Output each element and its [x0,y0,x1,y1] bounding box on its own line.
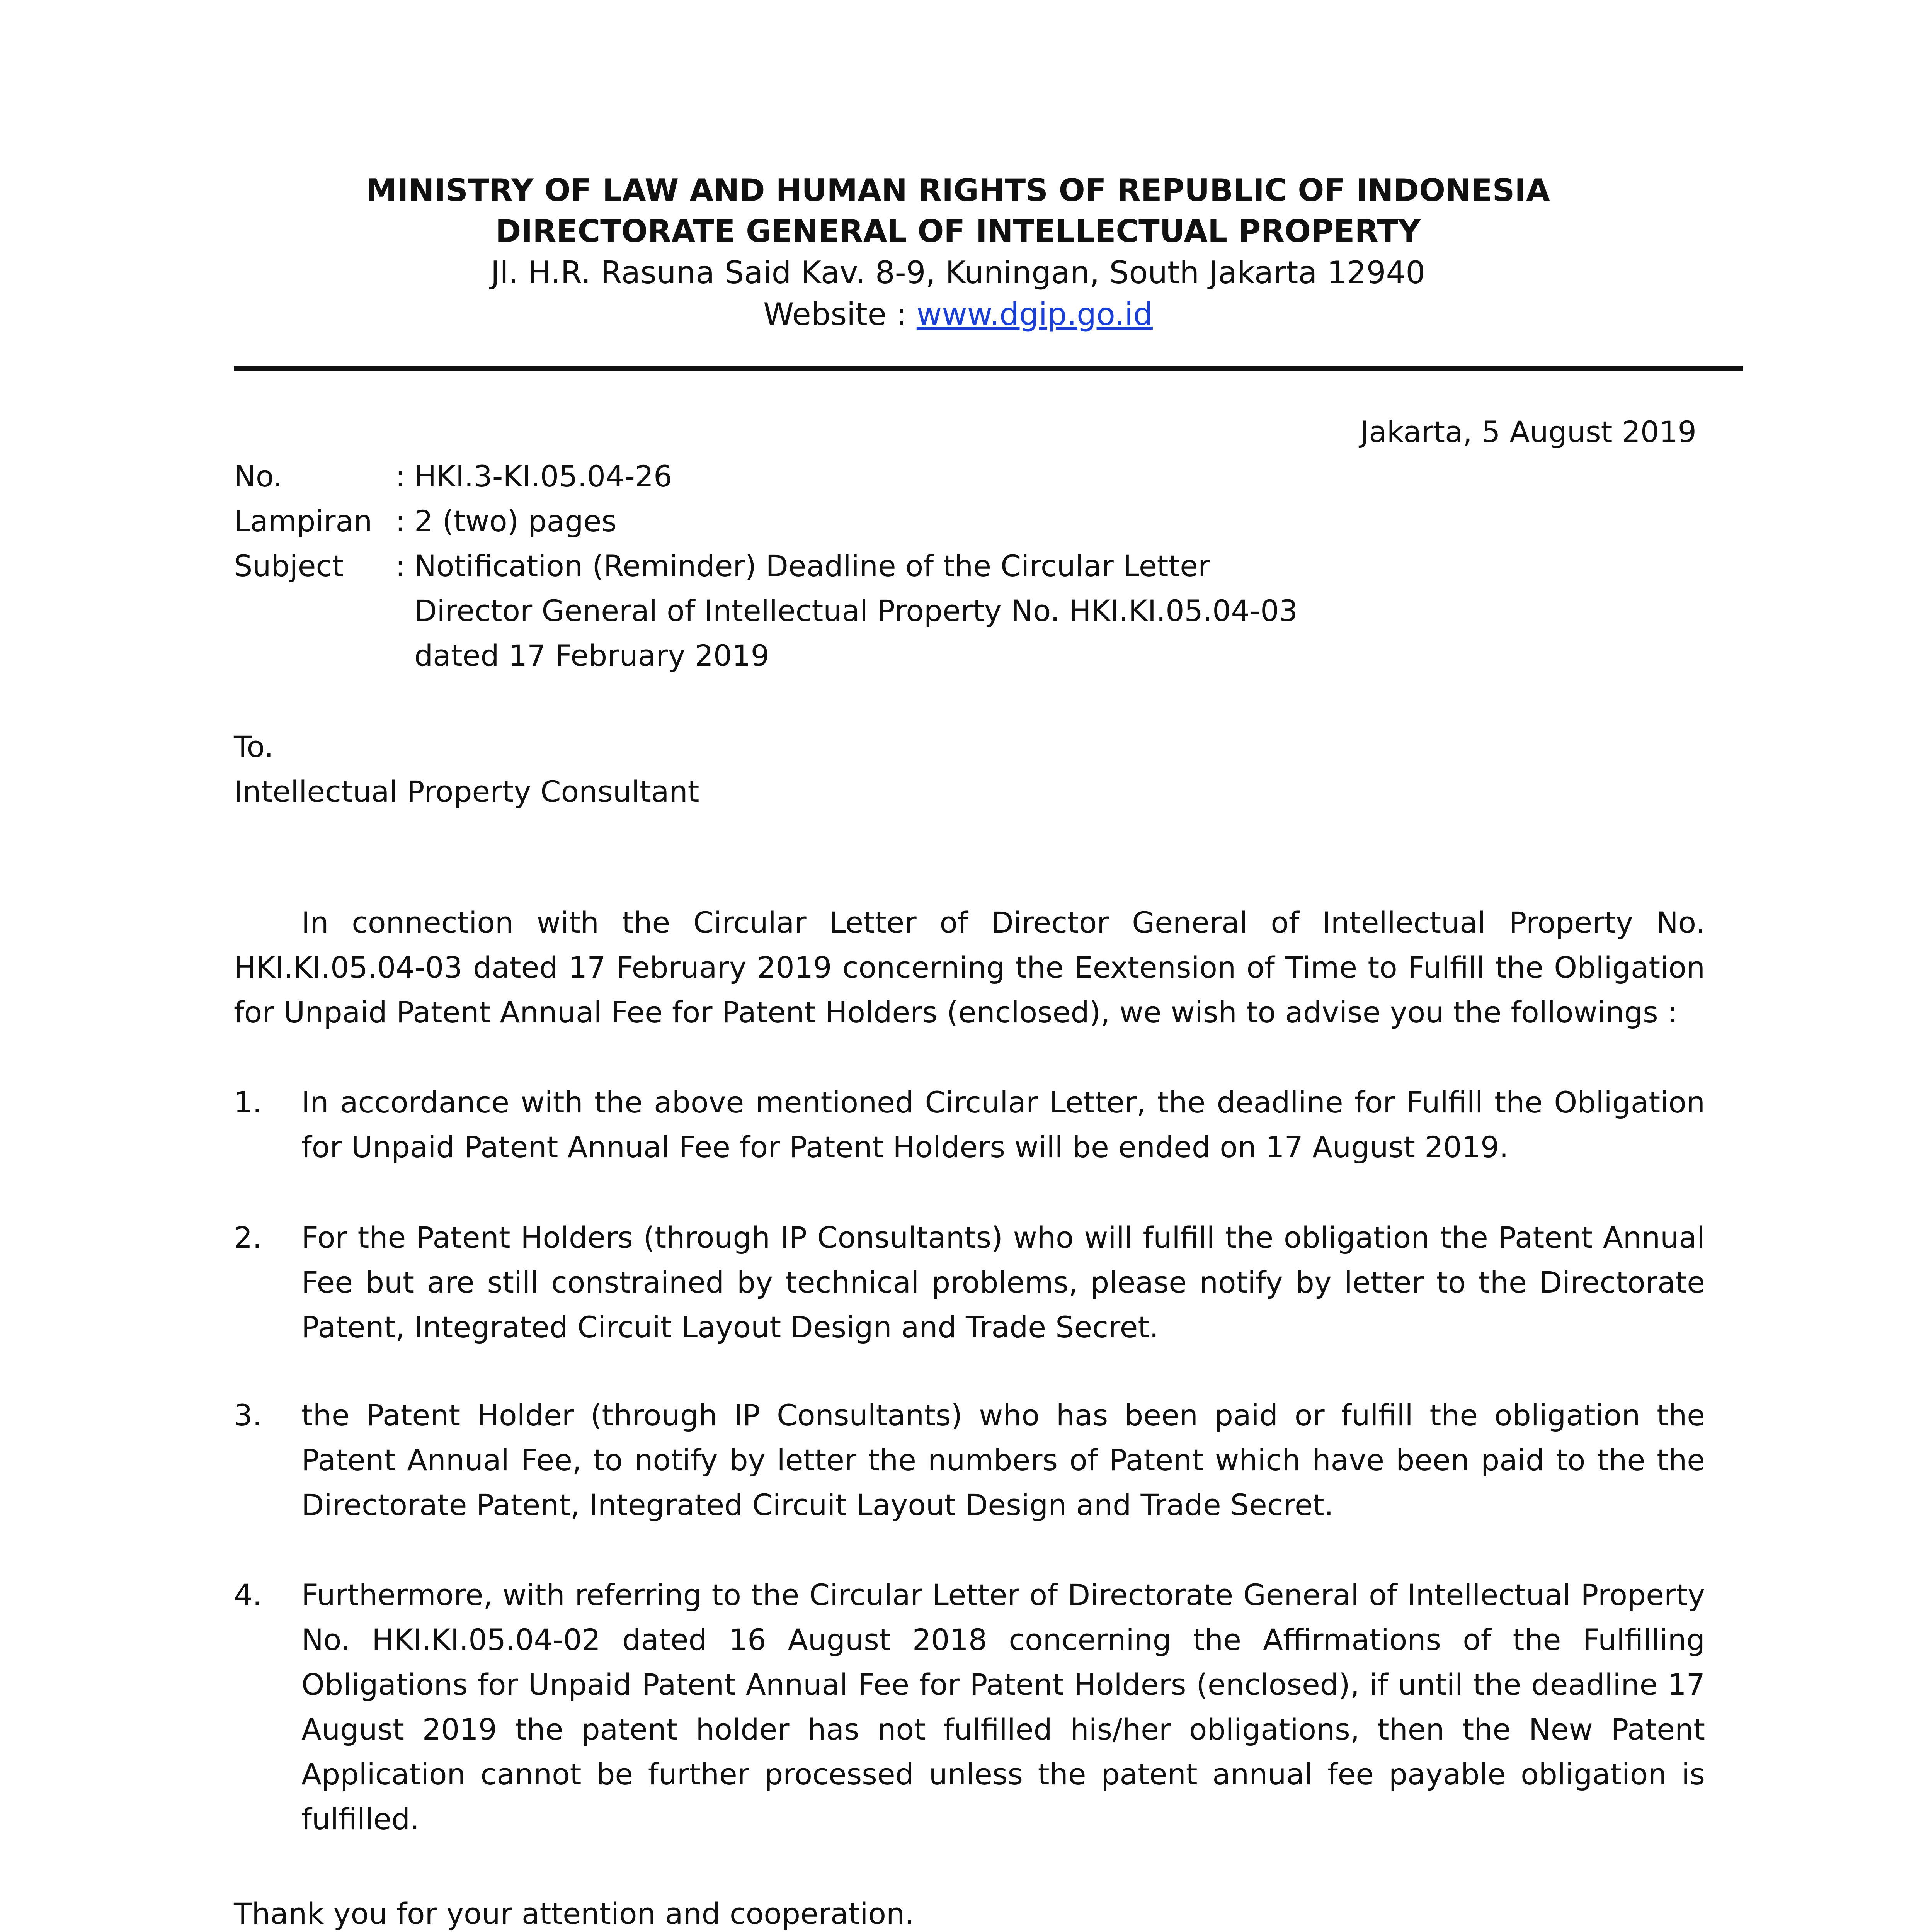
ministry-name: MINISTRY OF LAW AND HUMAN RIGHTS OF REPUBLIC OF INDONESIA [366,172,1550,208]
list-item-text: In accordance with the above mentioned Circular Letter, the deadline for Fulfill the Obligation for Unpaid Patent Annual Fee for Patent Holders will be ended on 17 August 2019. [301,1085,1705,1164]
list-item-number: 4. [234,1578,262,1612]
list-item-number: 1. [234,1085,262,1119]
list-item-text: For the Patent Holders (through IP Consultants) who will fulfill the obligation the Patent Annual Fee but are still constrained by technical problems, please notify by letter to the Directorate Patent, Integrated Circuit Layout Design and Trade Secret. [301,1220,1705,1344]
meta-colon: : [395,504,405,538]
list-item-text: the Patent Holder (through IP Consultants) who has been paid or fulfill the obligation the Patent Annual Fee, to notify by letter the numbers of Patent which have been paid to the the Directorate Patent, Integrated Circuit Layout Design and Trade Secret. [301,1398,1705,1522]
list-item-text: Furthermore, with referring to the Circular Letter of Directorate General of Intellectual Property No. HKI.KI.05.04-02 dated 16 August 2018 concerning the Affirmations of the Fulfilling Obligations for Unpaid Patent Annual Fee for Patent Holders (enclosed), if until the deadline 17 August 2019 the patent holder has not fulfilled his/her obligations, then the New Patent Application cannot be further processed unless the patent annual fee payable obligation is fulfilled. [301,1578,1705,1836]
meta-value-lampiran: 2 (two) pages [414,504,617,538]
meta-value-subject-line3: dated 17 February 2019 [414,638,769,673]
recipient-name: Intellectual Property Consultant [234,774,699,809]
meta-colon: : [395,459,405,493]
letter-date: Jakarta, 5 August 2019 [1360,415,1696,449]
meta-row-lampiran [234,499,1702,544]
meta-row-subject-cont [234,633,1702,678]
header-divider [234,366,1743,371]
meta-value-no: HKI.3-KI.05.04-26 [414,459,672,493]
recipient-to: To. [234,730,274,764]
meta-row-subject [234,544,1702,588]
meta-value-subject-line2: Director General of Intellectual Property No. HKI.KI.05.04-03 [414,594,1298,628]
meta-label-no: No. [234,459,283,493]
address: Jl. H.R. Rasuna Said Kav. 8-9, Kuningan, South Jakarta 12940 [490,255,1426,291]
intro-paragraph: In connection with the Circular Letter of Director General of Intellectual Property No. HKI.KI.05.04-03 dated 17 February 2019 concerning the Eextension of Time to Fulfill the Obligation for Unpaid Patent Annual Fee for Patent Holders (enclosed), we wish to advise you the followings : [234,905,1705,1029]
meta-label-subject: Subject [234,549,344,583]
meta-colon: : [395,549,405,583]
website-link[interactable]: www.dgip.go.id [916,296,1153,332]
closing-line: Thank you for your attention and cooperation. [234,1896,914,1931]
list-item [234,1215,1705,1350]
meta-row-number [234,454,1702,499]
meta-label-lampiran: Lampiran [234,504,373,538]
website-line [0,294,1916,335]
list-item [234,1393,1705,1527]
website-label: Website : [763,296,917,332]
list-item [234,1080,1705,1170]
directorate-name: DIRECTORATE GENERAL OF INTELLECTUAL PROPERTY [495,213,1421,249]
list-item-number: 3. [234,1398,262,1432]
meta-value-subject-line1: Notification (Reminder) Deadline of the Circular Letter [414,549,1210,583]
meta-row-subject-cont [234,588,1702,633]
list-item-number: 2. [234,1220,262,1255]
letterhead [0,170,1916,335]
list-item [234,1573,1705,1842]
recipient-block [234,724,699,814]
letter-metadata [234,454,1702,678]
